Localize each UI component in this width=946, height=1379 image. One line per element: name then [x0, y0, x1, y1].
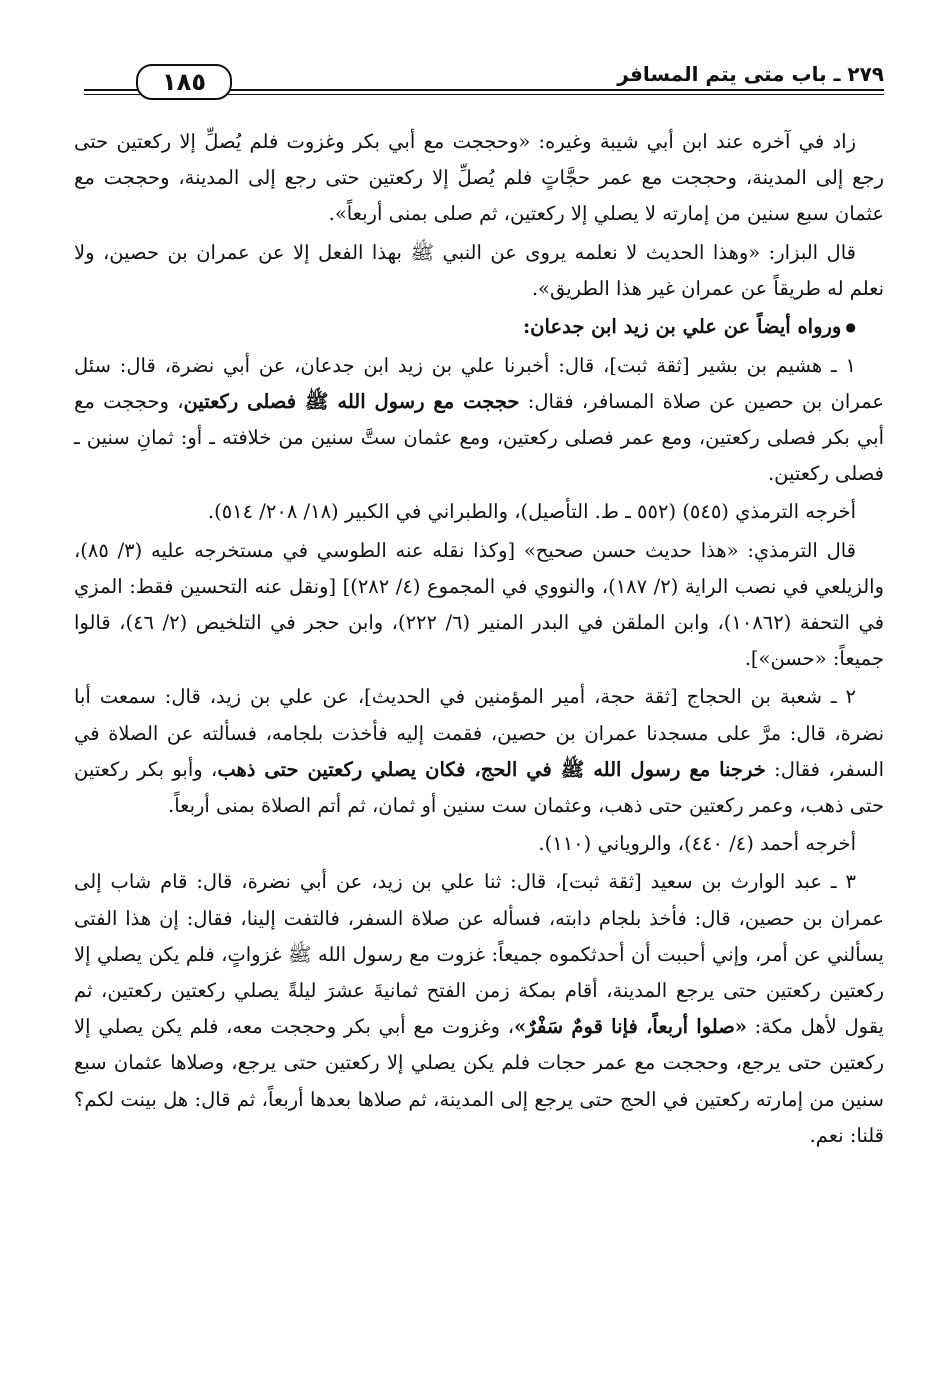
text-segment: ، وأبو بكر ركعتين حتى ذهب، وعمر ركعتين حتى ذهب، وعثمان ست سنين أو ثمان، ثم أتم الصلاة بمنى أربعاً.	[74, 757, 884, 818]
section-subheading	[74, 309, 884, 346]
text-segment: ٢ ـ شعبة بن الحجاج [ثقة حجة، أمير المؤمنين في الحديث]، عن علي بن زيد، قال: سمعت أبا نضرة، قال: مرَّ على مسجدنا عمران بن حصين، فقمت إليه فأخذت بلجامه، فسألته عن الصلاة في السفر، فقال:	[74, 685, 885, 781]
body-text	[74, 124, 884, 1156]
paragraph	[74, 235, 884, 307]
paragraph	[74, 826, 884, 862]
text-segment: قال الترمذي: «هذا حديث حسن صحيح» [وكذا نقله عنه الطوسي في مستخرجه عليه (٣/ ٨٥)، والزيلعي في نصب الراية (٢/ ١٨٧)، والنووي في المجموع (٤/ ٢٨٢)] [ونقل عنه التحسين فقط: المزي في التحفة (١٠٨٦٢)، وابن الملقن في البدر المنير (٦/ ٢٢٢)، وابن حجر في التلخيص (٢/ ٤٦)، قالوا جميعاً: «حسن»].	[74, 538, 885, 671]
text-segment: ١ ـ هشيم بن بشير [ثقة ثبت]، قال: أخبرنا علي بن زيد ابن جدعان، عن أبي نضرة، قال: سئل عمران بن حصين عن صلاة المسافر، فقال:	[74, 353, 884, 413]
paragraph	[74, 494, 884, 530]
bold-text: «صلوا أربعاً، فإنا قومٌ سَفْرٌ»	[514, 1015, 747, 1039]
page-header	[84, 60, 884, 100]
text-segment: أخرجه الترمذي (٥٤٥) (٥٥٢ ـ ط. التأصيل)، والطبراني في الكبير (١٨/ ٢٠٨/ ٥١٤).	[207, 500, 856, 524]
paragraph	[74, 679, 884, 824]
page-number-badge	[136, 64, 232, 100]
paragraph	[74, 533, 884, 678]
paragraph	[74, 348, 884, 493]
paragraph	[74, 124, 884, 233]
text-segment: ، وحججت مع أبي بكر فصلى ركعتين، ومع عمر فصلى ركعتين، ومع عثمان ستَّ سنين من خلافته ـ أو: ثمانِ سنين ـ فصلى ركعتين.	[74, 389, 884, 486]
text-segment: أخرجه أحمد (٤/ ٤٤٠)، والروياني (١١٠).	[538, 832, 856, 856]
chapter-title: ٢٧٩ ـ باب متى يتم المسافر	[607, 60, 884, 88]
text-segment: ، وغزوت مع أبي بكر وحججت معه، فلم يكن يصلي إلا ركعتين حتى يرجع، وحججت مع عمر حجات فلم يكن يصلي إلا ركعتين حتى يرجع، وصلاها عثمان سبع سنين من إمارته ركعتين في الحج حتى يرجع إلى المدينة، ثم صلاها بعدها أربعاً، ثم قال: هل بينت لكم؟ قلنا: نعم.	[74, 1015, 884, 1147]
text-segment: قال البزار: «وهذا الحديث لا نعلمه يروى عن النبي ﷺ بهذا الفعل إلا عن عمران بن حصين، ولا نعلم له طريقاً عن عمران غير هذا الطريق».	[74, 240, 884, 300]
bold-text: ورواه أيضاً عن علي بن زيد ابن جدعان:	[522, 315, 842, 339]
text-segment: ٣ ـ عبد الوارث بن سعيد [ثقة ثبت]، قال: ثنا علي بن زيد، عن أبي نضرة، قال: قام شاب إلى عمران بن حصين، قال: فأخذ بلجام دابته، فسأله عن صلاة السفر، فالتفت إلينا، فقال: إن هذا الفتى يسألني عن أمر، وإني أحببت أن أحدثكموه جميعاً: غزوت مع رسول الله ﷺ غزواتٍ، فلم يكن يصلي إلا ركعتين ركعتين حتى يرجع المدينة، أقام بمكة زمن الفتح ثمانيةَ عشرَ ليلةً يصلي ركعتين ركعتين، ثم يقول لأهل مكة:	[74, 870, 884, 1039]
bold-text: خرجنا مع رسول الله ﷺ في الحج، فكان يصلي ركعتين حتى ذهب	[217, 757, 766, 781]
text-segment: زاد في آخره عند ابن أبي شيبة وغيره: «وحججت مع أبي بكر وغزوت فلم يُصلِّ إلا ركعتين حتى رجع إلى المدينة، وحججت مع عمر حجَّاتٍ فلم يُصلِّ إلا ركعتين حتى رجع إلى المدينة، وحججت مع عثمان سبع سنين من إمارته لا يصلي إلا ركعتين، ثم صلى بمنى أربعاً».	[74, 130, 884, 226]
page-number: ١٨٥	[162, 68, 206, 96]
bold-text: حججت مع رسول الله ﷺ فصلى ركعتين	[183, 389, 520, 413]
paragraph	[74, 864, 884, 1154]
